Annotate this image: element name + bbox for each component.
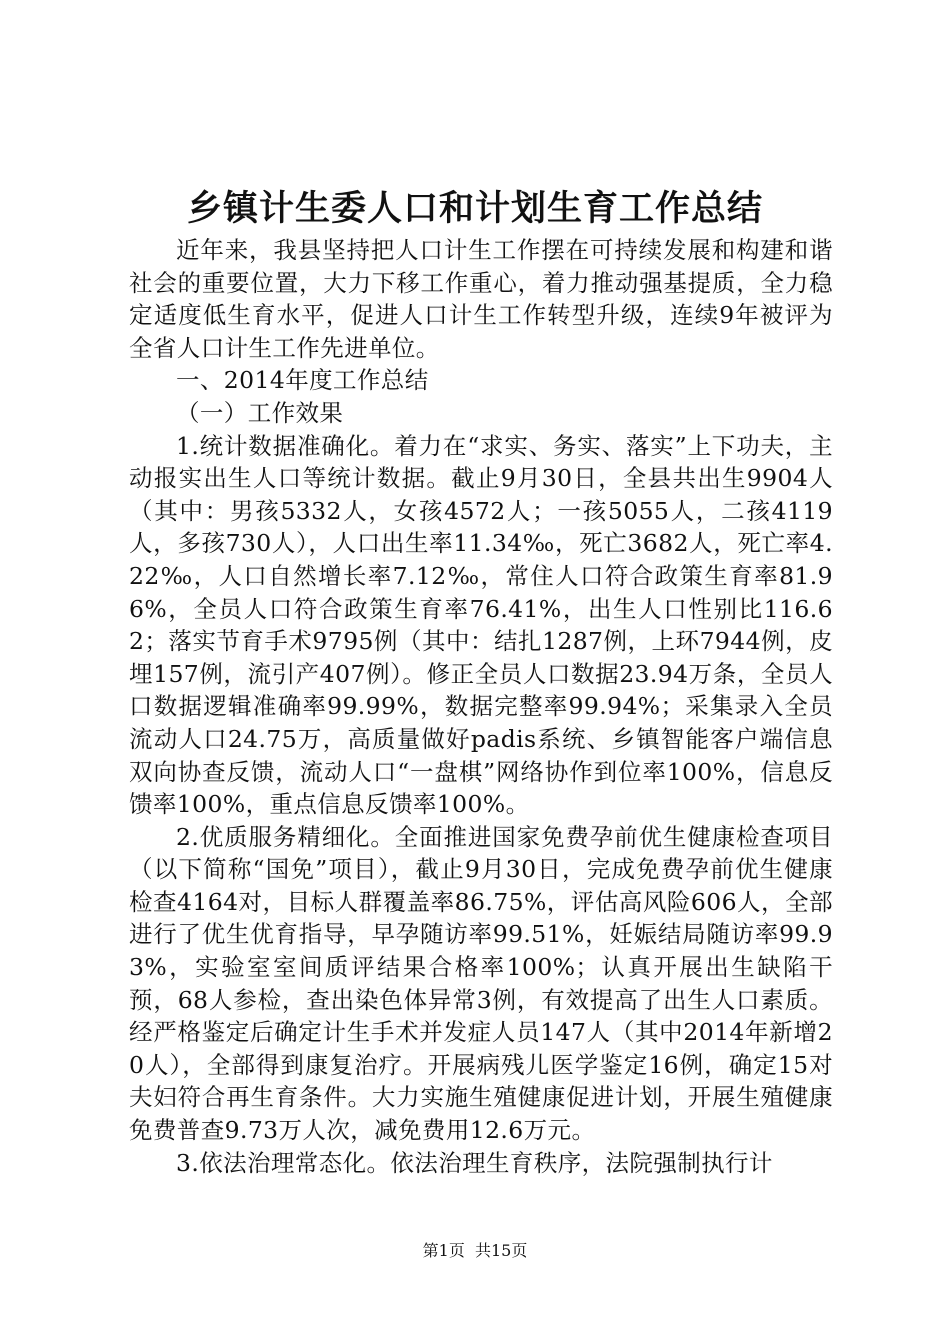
page-number: 第1页 共15页 bbox=[422, 1241, 528, 1260]
document-body bbox=[129, 234, 833, 1179]
body-paragraph-statistics: 1.统计数据准确化。着力在“求实、务实、落实”上下功夫，主动报实出生人口等统计数据。截止9月30日，全县共出生9904人（其中：男孩5332人，女孩4572人；一孩5055人，二孩4119人，多孩730人），人口出生率11.34‰，死亡3682人，死亡率4.22‰，人口自然增长率7.12‰，常住人口符合政策生育率81.96%，全员人口符合政策生育率76.41%，出生人口性别比116.62；落实节育手术9795例（其中：结扎1287例，上环7944例，皮埋157例，流引产407例）。修正全员人口数据23.94万条，全员人口数据逻辑准确率99.99%，数据完整率99.94%；采集录入全员流动人口24.75万，高质量做好padis系统、乡镇智能客户端信息双向协查反馈，流动人口“一盘棋”网络协作到位率100%，信息反馈率100%，重点信息反馈率100%。 bbox=[129, 431, 833, 819]
subsection-heading: （一）工作效果 bbox=[176, 398, 344, 427]
section-heading: 一、2014年度工作总结 bbox=[176, 366, 429, 395]
intro-paragraph: 近年来，我县坚持把人口计生工作摆在可持续发展和构建和谐社会的重要位置，大力下移工作重心，着力推动强基提质，全力稳定适度低生育水平，促进人口计生工作转型升级，连续9年被评为全省人口计生工作先进单位。 bbox=[129, 236, 833, 362]
document-title: 乡镇计生委人口和计划生育工作总结 bbox=[186, 188, 763, 229]
body-paragraph-services: 2.优质服务精细化。全面推进国家免费孕前优生健康检查项目（以下简称“国免”项目），截止9月30日，完成免费孕前优生健康检查4164对，目标人群覆盖率86.75%，评估高风险606人，全部进行了优生优育指导，早孕随访率99.51%，妊娠结局随访率99.93%，实验室室间质评结果合格率100%；认真开展出生缺陷干预，68人参检，查出染色体异常3例，有效提高了出生人口素质。经严格鉴定后确定计生手术并发症人员147人（其中2014年新增20人），全部得到康复治疗。开展病残儿医学鉴定16例，确定15对夫妇符合再生育条件。大力实施生殖健康促进计划，开展生殖健康免费普查9.73万人次，减免费用12.6万元。 bbox=[129, 822, 833, 1145]
body-paragraph-governance: 3.依法治理常态化。依法治理生育秩序，法院强制执行计 bbox=[176, 1148, 773, 1177]
page-footer bbox=[0, 1239, 950, 1263]
